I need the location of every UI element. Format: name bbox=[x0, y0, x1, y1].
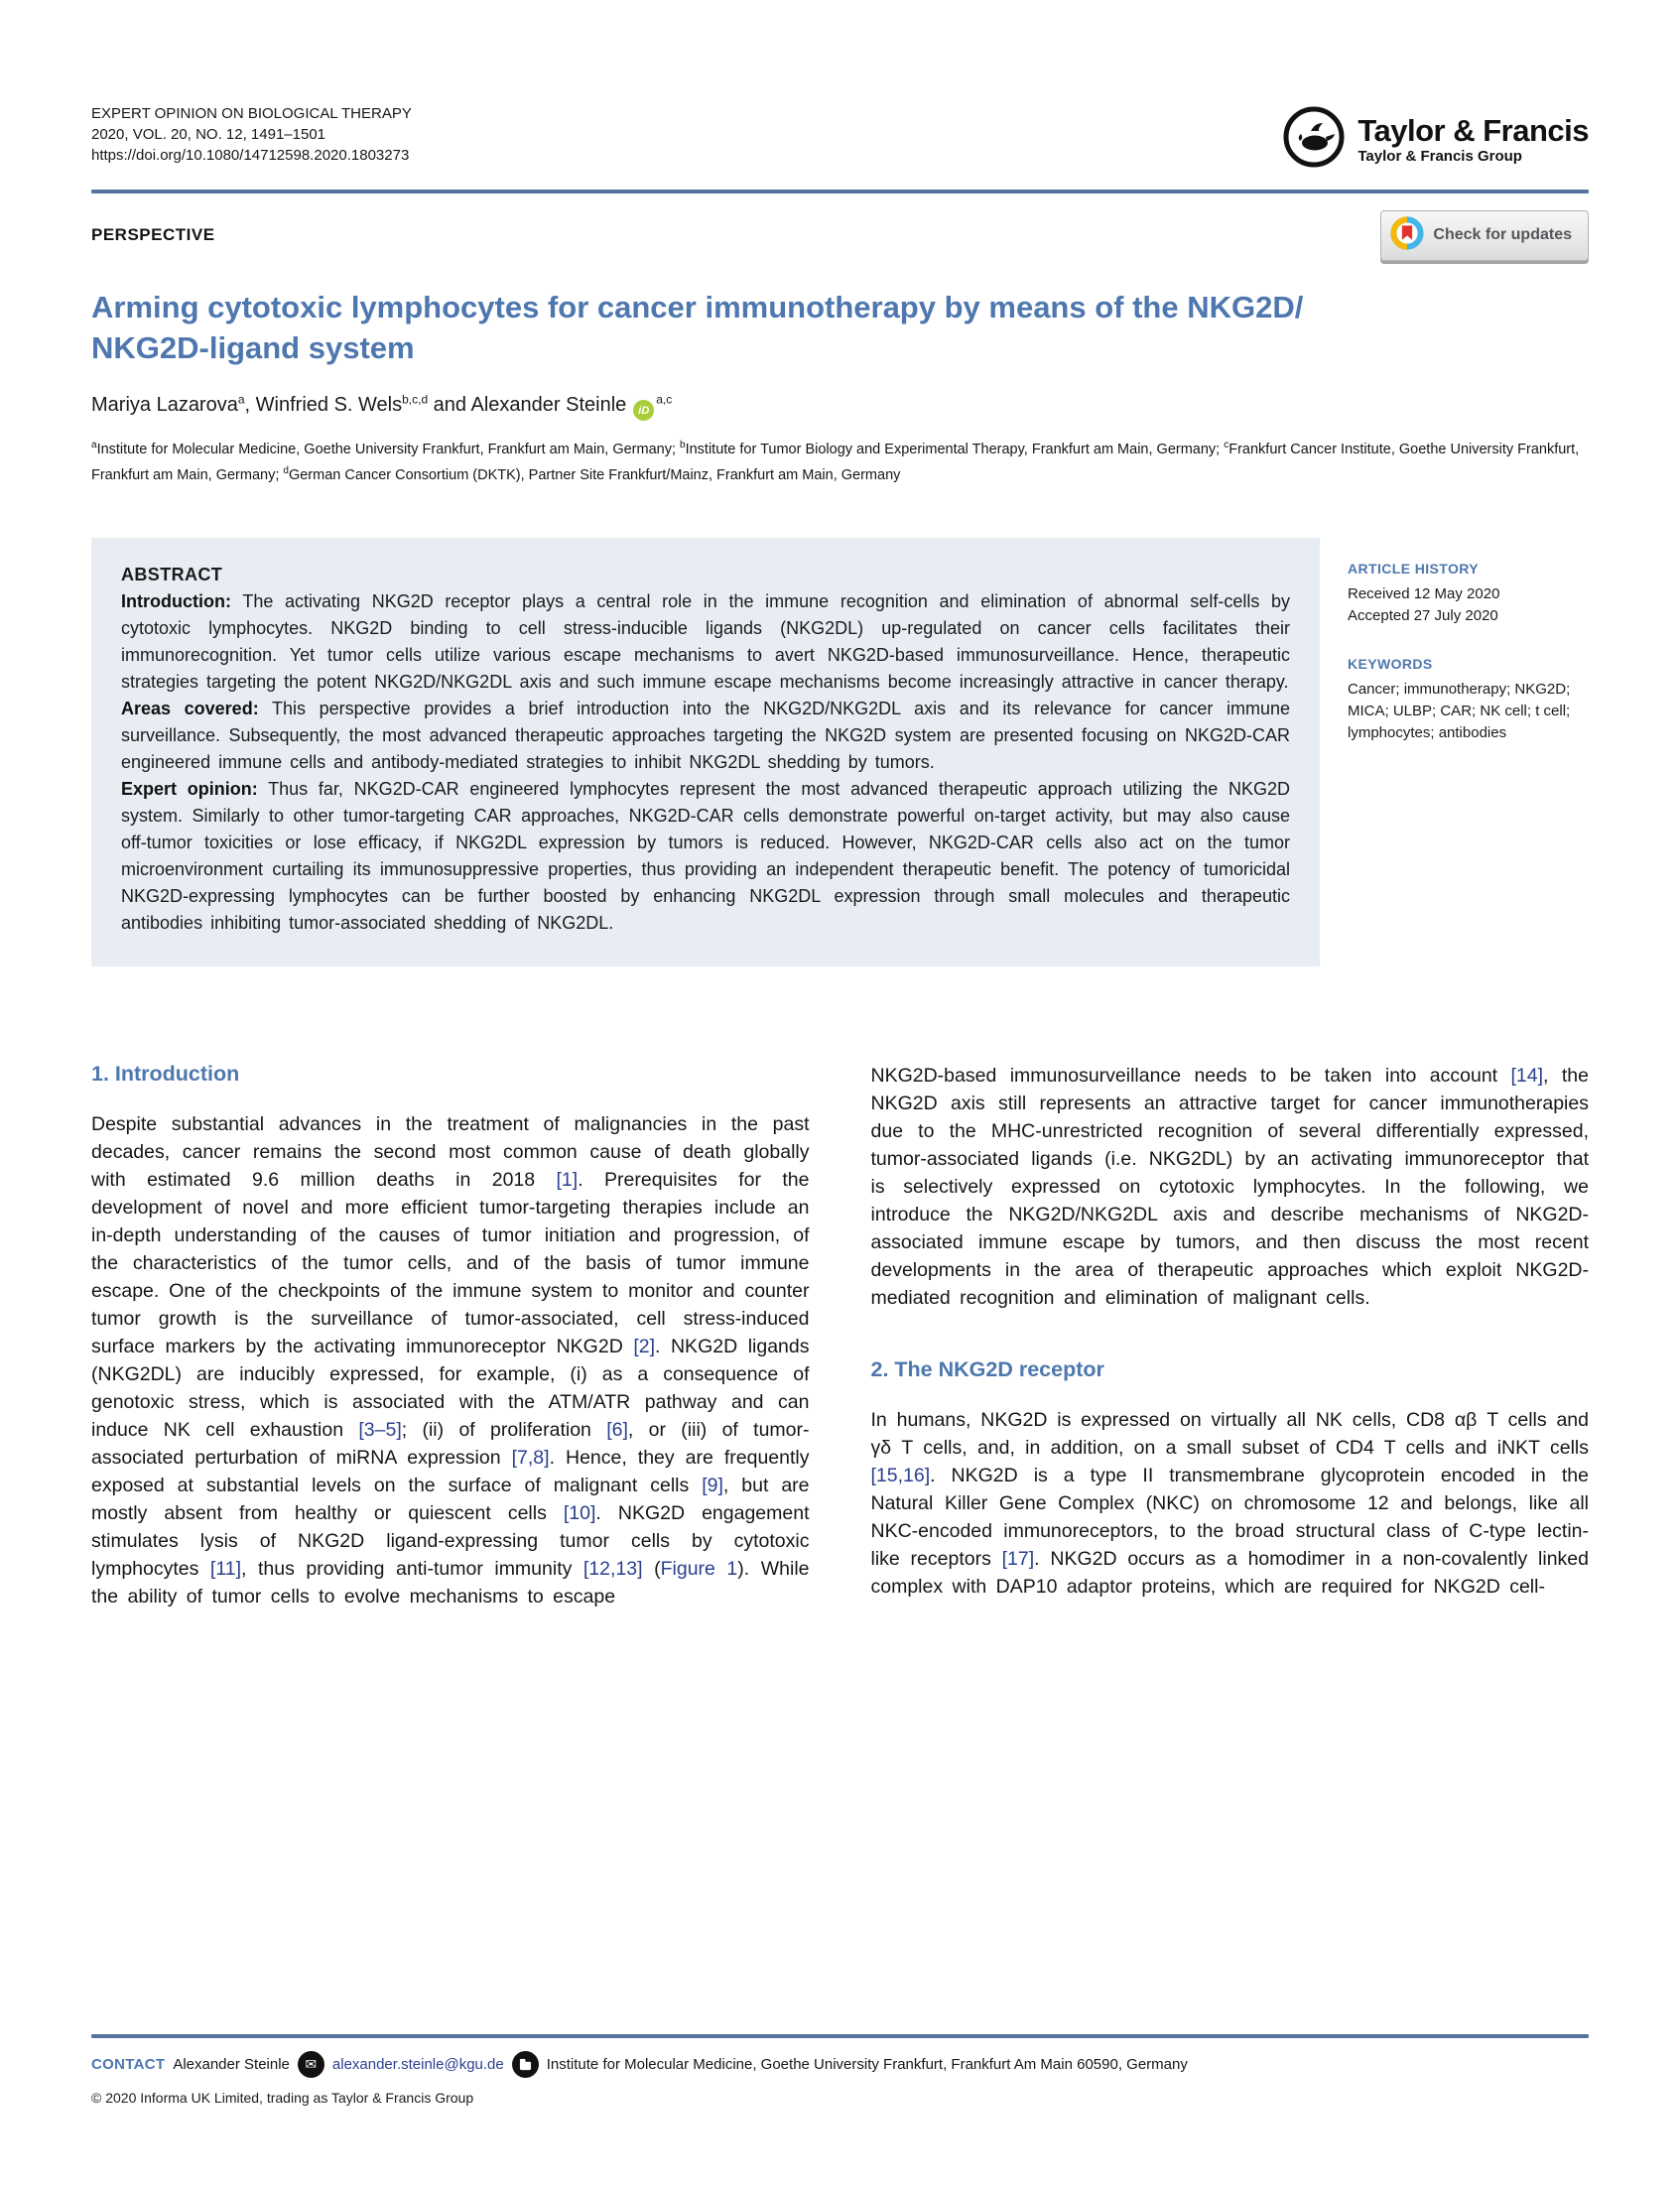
section-1-heading: 1. Introduction bbox=[91, 1061, 240, 1086]
journal-info bbox=[91, 103, 412, 166]
keywords-heading: KEYWORDS bbox=[1348, 655, 1433, 672]
publisher-group: Taylor & Francis Group bbox=[1357, 147, 1522, 165]
header-divider bbox=[91, 190, 1589, 193]
contact-email-link[interactable]: alexander.steinle@kgu.de bbox=[331, 2056, 504, 2073]
abstract-areas-covered: Areas covered: This perspective provides a brief introduction into the NKG2D/NKG2DL axis and its relevance for cancer immune surveillance. Subsequently, the most advanced therapeutic approaches targeting the NKG2D system are presented focusing on NKG2D-CAR engineered immune cells and antibody-mediated strategies to inhibit NKG2DL shedding by tumors. bbox=[121, 698, 1290, 772]
authors-line bbox=[91, 392, 1589, 421]
copyright-line: © 2020 Informa UK Limited, trading as Taylor & Francis Group bbox=[91, 2090, 474, 2106]
author-2: Winfried S. Wels$^{b,c,d}$ and bbox=[255, 392, 471, 416]
reference-link[interactable]: [11] bbox=[209, 1557, 241, 1580]
abstract-expert-opinion: Expert opinion: Thus far, NKG2D-CAR engineered lymphocytes represent the most advanced therapeutic approach utilizing the NKG2D system. Similarly to other tumor-targeting CAR approaches, NKG2D-CAR cells demonstrate powerful on-target activity, but may also cause off-tumor toxicities or lose efficacy, if NKG2DL expression by tumors is reduced. However, NKG2D-CAR cells also act on the tumor microenvironment curtailing its immunosuppressive properties, thus providing an independent therapeutic benefit. The potency of tumoricidal NKG2D-expressing lymphocytes can be further boosted by enhancing NKG2DL expression through small molecules and therapeutic antibodies inhibiting tumor-associated shedding of NKG2DL. bbox=[121, 778, 1290, 933]
article-type-row bbox=[91, 211, 1589, 259]
reference-link[interactable]: [17] bbox=[1001, 1547, 1035, 1570]
abstract-section bbox=[91, 538, 1589, 966]
nkg2d-receptor-paragraph: In humans, NKG2D is expressed on virtually all NK cells, CD8 αβ T cells and γδ T cells, and, in addition, on a small subset of CD4 T cells and iNKT cells [15,16]. NKG2D is a type II transmembrane glycoprotein encoded in the Natural Killer Gene Complex (NKC) on chromosome 12 and belongs, like all NKC-encoded immunoreceptors, to the broad structural class of C-type lectin-like receptors [17]. NKG2D occurs as a homodimer in a non-covalently linked complex with DAP10 adaptor proteins, which are required for NKG2D cell- bbox=[870, 1408, 1589, 1598]
contact-row bbox=[91, 2051, 1589, 2078]
address-icon bbox=[512, 2051, 539, 2078]
accepted-date: Accepted 27 July 2020 bbox=[1348, 606, 1498, 624]
figure-link[interactable]: Figure 1 bbox=[660, 1557, 738, 1580]
publisher-logo bbox=[1282, 105, 1589, 174]
author-2-affiliation-sup: b,c,d bbox=[402, 392, 429, 406]
email-icon: ✉ bbox=[298, 2051, 324, 2078]
abstract-box bbox=[91, 538, 1320, 966]
author-3: Alexander Steinle iD$^{a,c}$ bbox=[471, 394, 673, 416]
body-column-left bbox=[91, 1062, 810, 1610]
affiliations: $^a$Institute for Molecular Medicine, Goethe University Frankfurt, Frankfurt am Main, Germany; $^b$Institute for Tumor Biology and Experimental Therapy, Frankfurt am Main, Germany; $^c$Frankfurt Cancer Institute, Goethe University Frankfurt, Frankfurt am Main, Germany; $^d$German Cancer Consortium (DKTK), Partner Site Frankfurt/Mainz, Frankfurt am Main, Germany bbox=[91, 440, 1580, 483]
contact-label: CONTACT bbox=[91, 2056, 166, 2073]
reference-link[interactable]: [12,13] bbox=[582, 1557, 643, 1580]
received-date: Received 12 May 2020 bbox=[1348, 584, 1500, 602]
reference-link[interactable]: [7,8] bbox=[511, 1446, 550, 1469]
reference-link[interactable]: [2] bbox=[633, 1335, 656, 1357]
reference-link[interactable]: [3–5] bbox=[358, 1418, 402, 1441]
article-history-heading: ARTICLE HISTORY bbox=[1348, 560, 1480, 577]
footer-divider bbox=[91, 2034, 1589, 2038]
publisher-wordmark bbox=[1357, 112, 1589, 165]
reference-link[interactable]: [15,16] bbox=[870, 1464, 931, 1486]
orcid-icon[interactable]: iD bbox=[633, 400, 654, 421]
section-2-heading: 2. The NKG2D receptor bbox=[870, 1356, 1104, 1381]
contact-name: Alexander Steinle bbox=[173, 2056, 290, 2073]
author-1-affiliation-sup: a bbox=[237, 392, 245, 406]
check-for-updates-label: Check for updates bbox=[1433, 226, 1572, 243]
article-info-sidebar bbox=[1348, 538, 1589, 966]
journal-name: EXPERT OPINION ON BIOLOGICAL THERAPY bbox=[91, 105, 412, 122]
abstract-introduction: Introduction: The activating NKG2D receptor plays a central role in the immune recognition and elimination of abnormal self-cells by cytotoxic lymphocytes. NKG2D binding to cell stress-inducible ligands (NKG2DL) up-regulated on cancer cells facilitates their immunorecognition. Yet tumor cells utilize various escape mechanisms to avert NKG2D-based immunosurveillance. Hence, therapeutic strategies targeting the potent NKG2D/NKG2DL axis and such immune escape mechanisms become increasingly attractive in cancer therapy. bbox=[121, 590, 1290, 692]
reference-link[interactable]: [1] bbox=[556, 1168, 579, 1191]
reference-link[interactable]: [14] bbox=[1510, 1064, 1544, 1087]
author-3-affiliation-sup: a,c bbox=[656, 392, 673, 406]
article-title bbox=[91, 287, 1589, 368]
abstract-heading: ABSTRACT bbox=[121, 564, 223, 584]
article-type-label: PERSPECTIVE bbox=[91, 225, 215, 244]
doi-link[interactable]: https://doi.org/10.1080/14712598.2020.1803273 bbox=[91, 147, 410, 164]
reference-link[interactable]: [9] bbox=[702, 1474, 723, 1496]
body-column-right bbox=[871, 1062, 1590, 1610]
journal-issue-line: 2020, VOL. 20, NO. 12, 1491–1501 bbox=[91, 126, 326, 143]
article-title-line1: Arming cytotoxic lymphocytes for cancer immunotherapy by means of the NKG2D/ bbox=[91, 290, 1304, 324]
contact-address: Institute for Molecular Medicine, Goethe University Frankfurt, Frankfurt Am Main 60590, Germany bbox=[546, 2056, 1188, 2073]
keywords-list: Cancer; immunotherapy; NKG2D; MICA; ULBP; CAR; NK cell; t cell; lymphocytes; antibodies bbox=[1348, 680, 1571, 741]
crossmark-icon bbox=[1390, 216, 1424, 255]
author-1: Mariya Lazarova$^a$, bbox=[91, 392, 256, 416]
publisher-name: Taylor & Francis bbox=[1357, 112, 1589, 148]
check-for-updates-button[interactable] bbox=[1380, 210, 1589, 261]
page-header bbox=[91, 103, 1589, 174]
article-body bbox=[91, 1062, 1589, 1610]
page-footer bbox=[91, 2034, 1589, 2106]
taylor-francis-lamp-icon bbox=[1282, 105, 1346, 174]
article-title-line2: NKG2D-ligand system bbox=[91, 330, 415, 365]
reference-link[interactable]: [10] bbox=[563, 1501, 596, 1524]
introduction-paragraph-continued: NKG2D-based immunosurveillance needs to be taken into account [14], the NKG2D axis still represents an attractive target for cancer immunotherapies due to the MHC-unrestricted recognition of several differentially expressed, tumor-associated ligands (i.e. NKG2DL) by an activating immunoreceptor that is selectively expressed on cytotoxic lymphocytes. In the following, we introduce the NKG2D/NKG2DL axis and describe mechanisms of NKG2D-associated immune escape by tumors, and then discuss the most recent developments in the area of therapeutic approaches which exploit NKG2D-mediated recognition and elimination of malignant cells. bbox=[870, 1064, 1589, 1309]
introduction-paragraph: Despite substantial advances in the treatment of malignancies in the past decades, cancer remains the second most common cause of death globally with estimated 9.6 million deaths in 2018 [1]. Prerequisites for the development of novel and more efficient tumor-targeting therapies include an in-depth understanding of the causes of tumor initiation and progression, of the characteristics of the tumor cells, and of the basis of tumor immune escape. One of the checkpoints of the immune system to monitor and counter tumor growth is the surveillance of tumor-associated, cell stress-induced surface markers by the activating immunoreceptor NKG2D [2]. NKG2D ligands (NKG2DL) are inducibly expressed, for example, (i) as a consequence of genotoxic stress, which is associated with the ATM/ATR pathway and can induce NK cell exhaustion [3–5]; (ii) of proliferation [6], or (iii) of tumor-associated perturbation of miRNA expression [7,8]. Hence, they are frequently exposed at substantial levels on the surface of malignant cells [9], but are mostly absent from healthy or quiescent cells [10]. NKG2D engagement stimulates lysis of NKG2D ligand-expressing tumor cells by cytotoxic lymphocytes [11], thus providing anti-tumor immunity [12,13] (Figure 1). While the ability of tumor cells to evolve mechanisms to escape bbox=[91, 1112, 810, 1608]
reference-link[interactable]: [6] bbox=[606, 1418, 628, 1441]
